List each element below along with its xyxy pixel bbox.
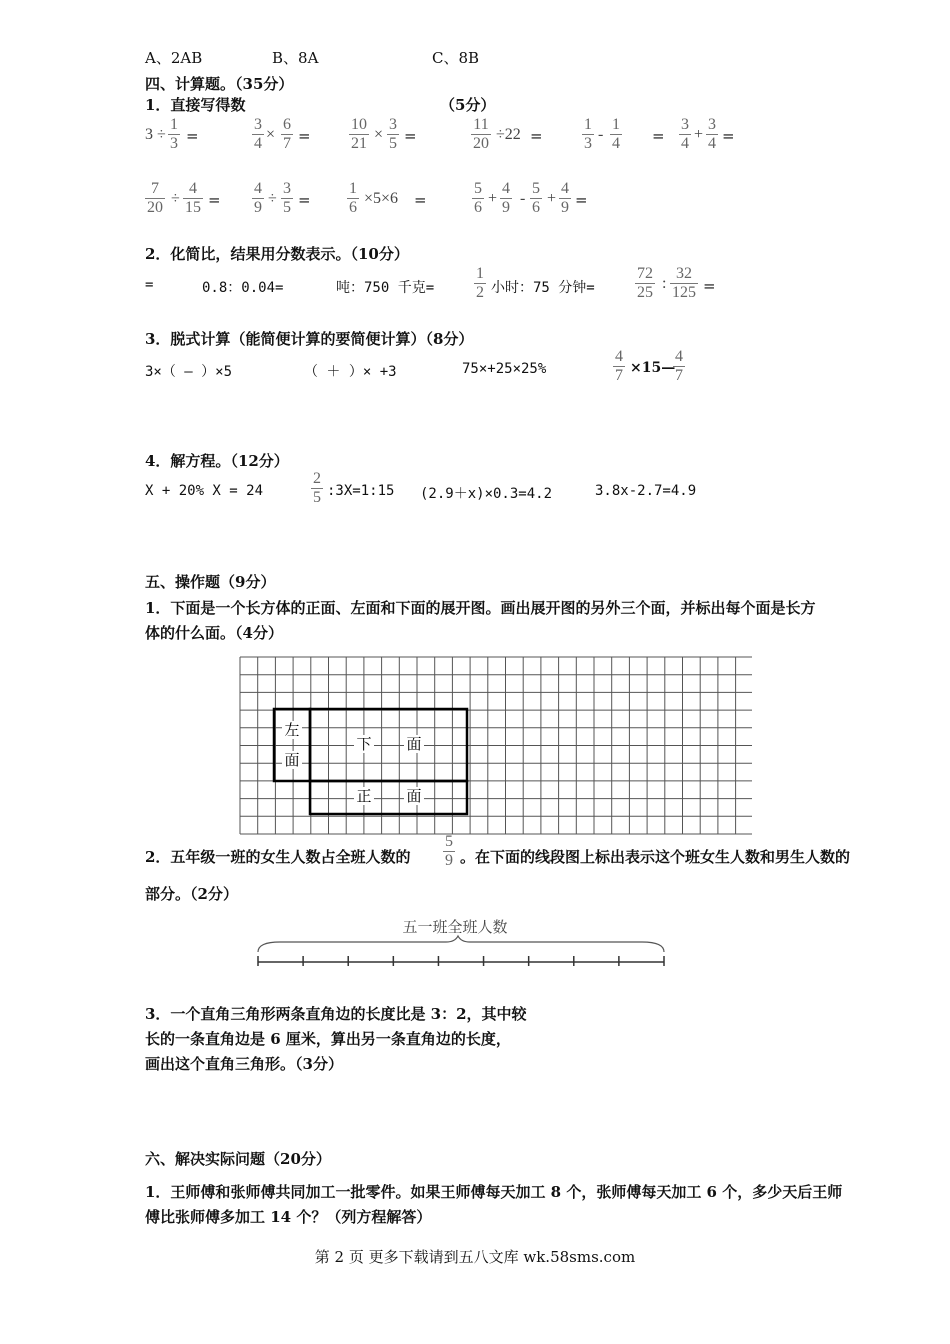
equation-4: 3.8x-2.7=4.9 [595,483,697,499]
segment-label: 五一班全班人数 [402,918,508,936]
q2-label: 2．化简比，结果用分数表示。（10分） [145,245,409,263]
q4-label: 4．解方程。（12分） [145,452,289,470]
choice-a: A、2AB [145,49,203,67]
face-label-bottom-2: 面 [406,735,422,753]
s5-q2-text-c: 部分。（2分） [145,885,238,903]
choice-b: B、8A [272,49,319,67]
s5-q3-line2: 长的一条直角边是 6 厘米，算出另一条直角边的长度， [145,1030,511,1048]
s5-q1-line1: 1．下面是一个长方体的正面、左面和下面的展开图。画出展开图的另外三个面，并标出每个面是长方 [145,599,816,617]
face-label-left-2: 面 [284,751,300,769]
segment-diagram [250,912,680,972]
section5-title: 五、操作题（9分） [145,573,276,591]
face-label-front-1: 正 [356,787,372,805]
calc-item-2: （ ＋ ）× +3 [304,364,397,380]
s5-q1-line2: 体的什么面。（4分） [145,624,283,642]
equation-1: X + 20% X = 24 [145,483,264,499]
q1-score: （5分） [440,96,496,114]
s5-q3-line3: 画出这个直角三角形。（3分） [145,1055,343,1073]
net-grid [238,655,752,835]
page-footer: 第 2 页 更多下载请到五八文库 wk.58sms.com [314,1248,636,1266]
s6-q1-line1: 1．王师傅和张师傅共同加工一批零件。如果王师傅每天加工 8 个，张师傅每天加工 6 个，多少天后王师 [145,1183,843,1201]
ratio-item-2: 0.8：0.04= [202,280,284,296]
face-label-front-2: 面 [406,787,422,805]
face-label-left-1: 左 [284,721,300,739]
s6-q1-line2: 傅比张师傅多加工 14 个？（列方程解答） [145,1208,432,1226]
ratio-item-1: = [145,277,154,293]
choice-c: C、8B [432,49,480,67]
section6-title: 六、解决实际问题（20分） [145,1150,331,1168]
section4-title: 四、计算题。（35分） [145,75,294,93]
q3-label: 3．脱式计算（能简便计算的要简便计算）（8分） [145,330,474,348]
calc-item-1: 3×（ — ）×5 [145,364,233,380]
ratio-item-3: 吨：750 千克= [336,280,435,296]
face-label-bottom-1: 下 [356,735,372,753]
q1-label: 1．直接写得数 [145,96,246,114]
s5-q2-text-a: 2．五年级一班的女生人数占全班人数的 [145,848,411,866]
s5-q3-line1: 3．一个直角三角形两条直角边的长度比是 3：2，其中较 [145,1005,527,1023]
s5-q2-text-b: 。在下面的线段图上标出表示这个班女生人数和男生人数的 [460,848,851,866]
s5-q2-fraction: $\frac{5}{9}$ [445,833,453,869]
calc-item-3: 75×+25×25% [462,361,547,377]
equation-3: (2.9＋x)×0.3=4.2 [420,486,553,502]
